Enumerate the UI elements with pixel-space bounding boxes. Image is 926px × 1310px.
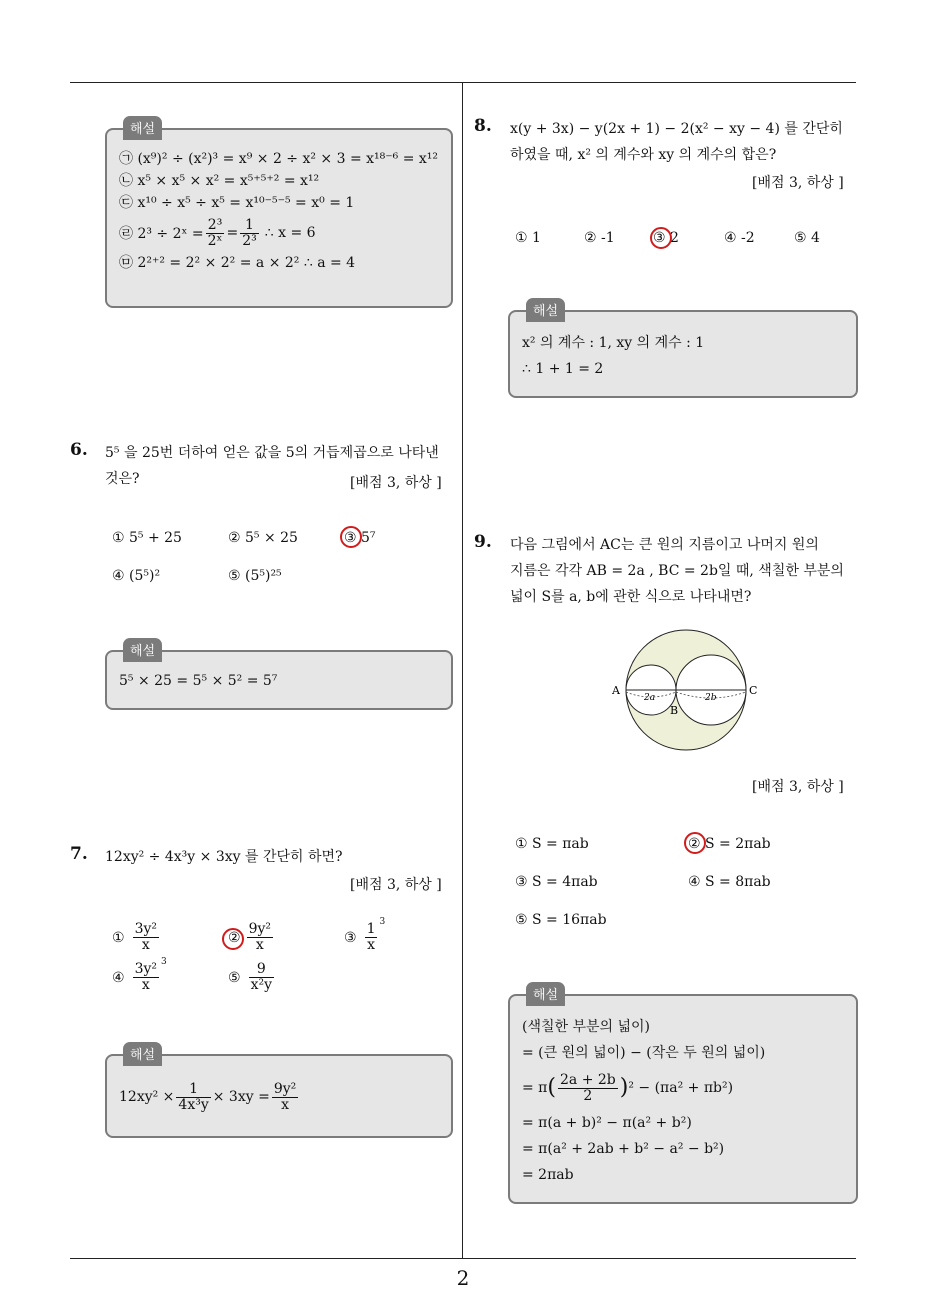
- q9-exp-line-3: [522, 1066, 844, 1110]
- q9-exp-line-1: (색칠한 부분의 넓이): [522, 1019, 651, 1035]
- q9-exp-line-2: = (큰 원의 넓이) − (작은 두 원의 넓이): [522, 1045, 766, 1061]
- q6-text-line-2: 것은?: [105, 471, 140, 487]
- q6-explanation-box: [105, 644, 453, 710]
- denominator: 2ˣ: [207, 232, 223, 249]
- q7-explanation-box: [105, 1048, 453, 1138]
- option-label: ③: [344, 929, 357, 946]
- right-paren: ): [619, 1075, 629, 1100]
- q5-exp-line-4-prefix: ㉣ 2³ ÷ 2ˣ =: [119, 226, 204, 242]
- q9-exp-line-6: = 2πab: [522, 1167, 574, 1183]
- q8-number: 8.: [474, 116, 492, 136]
- numerator: 9: [249, 962, 274, 978]
- denominator: 4x³y: [178, 1096, 209, 1113]
- q6-option-4[interactable]: ④ (5⁵)²: [112, 568, 161, 584]
- q7-option-5-fraction: [249, 962, 274, 993]
- q9-option-1[interactable]: ① S = πab: [515, 836, 589, 852]
- q9-exp-line-3-prefix: = π: [522, 1080, 548, 1096]
- column-divider: [462, 82, 463, 1259]
- option-label: ⑤: [228, 969, 241, 986]
- q9-answer-mark: [684, 832, 706, 854]
- q5-exp-line-2: ㉡ x⁵ × x⁵ × x² = x⁵⁺⁵⁺² = x¹²: [119, 173, 320, 189]
- q8-explanation-box: [508, 304, 858, 398]
- q7-option-4[interactable]: ④ $\frac{\text{3y²}}{x}$ 3: [112, 957, 167, 993]
- numerator: 3y²: [134, 961, 157, 977]
- explanation-tag: 해설: [526, 298, 565, 322]
- q6-option-5[interactable]: ⑤ (5⁵)²⁵: [228, 568, 282, 584]
- q5-exp-line-4-equals: =: [226, 225, 239, 241]
- q6-score: [배점 3, 하상 ]: [350, 475, 442, 491]
- top-rule: [70, 82, 856, 83]
- option-label: ①: [112, 929, 125, 946]
- denominator: x: [255, 937, 264, 953]
- q9-text-line-3: 넓이 S를 a, b에 관한 식으로 나타내면?: [510, 589, 752, 605]
- q5-exp-line-5: ㉤ 2²⁺² = 2² × 2² = a × 2² ∴ a = 4: [119, 255, 356, 271]
- numerator: 1: [176, 1082, 210, 1098]
- q7-option-4-fraction: [133, 962, 159, 993]
- q8-score: [배점 3, 하상 ]: [752, 175, 844, 191]
- q8-option-4[interactable]: ④ -2: [724, 230, 755, 246]
- q8-option-3[interactable]: ③ 2: [653, 230, 679, 246]
- q9-exp-line-5: = π(a² + 2ab + b² − a² − b²): [522, 1141, 725, 1157]
- q7-exp-fraction-1: [176, 1082, 210, 1113]
- q7-exp-middle: × 3xy =: [212, 1089, 270, 1105]
- q9-option-2[interactable]: ② S = 2πab: [688, 836, 771, 852]
- q7-option-1-fraction: [133, 922, 159, 953]
- denominator: x: [141, 937, 150, 953]
- q9-exp-line-4: = π(a + b)² − π(a² + b²): [522, 1115, 692, 1131]
- q6-option-2[interactable]: ② 5⁵ × 25: [228, 530, 298, 546]
- q6-text-line-1: 5⁵ 을 25번 더하여 얻은 값을 5의 거듭제곱으로 나타낸: [105, 445, 439, 461]
- numerator: 1: [240, 218, 259, 234]
- denominator: x: [367, 937, 375, 953]
- q6-option-3[interactable]: ③ 5⁷: [344, 530, 376, 546]
- denominator: x: [141, 977, 150, 993]
- denominator: 2³: [242, 232, 257, 249]
- q9-exp-fraction: [558, 1073, 618, 1104]
- q5-fraction-2: [240, 218, 259, 249]
- numerator: 1: [366, 921, 376, 937]
- explanation-tag: 해설: [526, 982, 565, 1006]
- q8-option-1[interactable]: ① 1: [515, 230, 541, 246]
- q6-number: 6.: [70, 440, 88, 460]
- q9-option-4[interactable]: ④ S = 8πab: [688, 874, 771, 890]
- explanation-tag: 해설: [123, 1042, 162, 1066]
- explanation-tag: 해설: [123, 116, 162, 140]
- q7-option-3[interactable]: ③ $\frac{1}{x}$ 3: [344, 917, 386, 953]
- label-2b: 2b: [705, 693, 717, 703]
- option-label: ②: [228, 929, 241, 946]
- q5-fraction-1: [206, 218, 225, 249]
- q6-answer-mark: [340, 526, 362, 548]
- numerator: 2a + 2b: [559, 1071, 616, 1088]
- q8-option-2[interactable]: ② -1: [584, 230, 615, 246]
- q7-exp-fraction-2: [272, 1082, 298, 1113]
- q8-question-text: [510, 116, 860, 168]
- q8-exp-line-2: ∴ 1 + 1 = 2: [522, 361, 604, 377]
- q7-option-2-fraction: [247, 922, 273, 953]
- q9-score: [배점 3, 하상 ]: [752, 779, 844, 795]
- bottom-rule: [70, 1258, 856, 1259]
- q6-explanation-text: 5⁵ × 25 = 5⁵ × 5² = 5⁷: [119, 673, 278, 689]
- left-paren: (: [547, 1075, 556, 1100]
- q7-option-1[interactable]: [112, 922, 161, 953]
- q5-exp-line-3: ㉢ x¹⁰ ÷ x⁵ ÷ x⁵ = x¹⁰⁻⁵⁻⁵ = x⁰ = 1: [119, 195, 355, 211]
- q8-answer-mark: [650, 227, 672, 249]
- label-c: C: [749, 684, 758, 697]
- q8-option-5[interactable]: ⑤ 4: [794, 230, 820, 246]
- q9-exp-line-3-suffix: ² − (πa² + πb²): [628, 1080, 734, 1096]
- label-2a: 2a: [644, 693, 656, 703]
- q5-exp-line-4-suffix: ∴ x = 6: [264, 225, 316, 241]
- q9-option-3[interactable]: ③ S = 4πab: [515, 874, 598, 890]
- q6-option-1[interactable]: ① 5⁵ + 25: [112, 530, 182, 546]
- q9-explanation-box: [508, 988, 858, 1204]
- denominator: 2: [583, 1087, 593, 1104]
- q9-number: 9.: [474, 532, 492, 552]
- q9-text-line-2: 지름은 각각 AB = 2a , BC = 2b일 때, 색칠한 부분의: [510, 563, 844, 579]
- numerator: 2³: [206, 218, 225, 234]
- q7-option-3-fraction: [365, 922, 378, 953]
- q9-option-5[interactable]: ⑤ S = 16πab: [515, 912, 607, 928]
- q7-question-text: 12xy² ÷ 4x³y × 3xy 를 간단히 하면?: [105, 849, 343, 865]
- q8-text-line-1: x(y + 3x) − y(2x + 1) − 2(x² − xy − 4) 를 간단히: [510, 121, 843, 137]
- q8-exp-line-1: x² 의 계수 : 1, xy 의 계수 : 1: [522, 335, 705, 351]
- q7-answer-mark: [222, 928, 244, 950]
- label-b: B: [670, 704, 679, 717]
- denominator: x: [281, 1096, 289, 1113]
- page-number: 2: [456, 1266, 470, 1290]
- q9-text-line-1: 다음 그림에서 AC는 큰 원의 지름이고 나머지 원의: [510, 537, 819, 553]
- q8-text-line-2: 하였을 때, x² 의 계수와 xy 의 계수의 합은?: [510, 147, 777, 163]
- option-label: ④: [112, 969, 125, 986]
- q5-exp-line-4: [119, 214, 439, 252]
- numerator: 9y²: [273, 1080, 297, 1097]
- denominator: x²y: [250, 977, 272, 993]
- q7-number: 7.: [70, 844, 88, 864]
- q7-score: [배점 3, 하상 ]: [350, 877, 442, 893]
- circles-figure: [608, 628, 768, 752]
- q7-option-5[interactable]: [228, 962, 276, 993]
- numerator: 3y²: [134, 921, 157, 937]
- label-a: A: [612, 684, 620, 697]
- q9-question-text: [510, 532, 860, 610]
- q7-exp-prefix: 12xy² ×: [119, 1089, 175, 1105]
- q5-exp-line-1: ㉠ (x⁹)² ÷ (x²)³ = x⁹ × 2 ÷ x² × 3 = x¹⁸⁻⁶ = x¹²: [119, 151, 439, 167]
- q7-explanation-expression: [119, 1074, 439, 1120]
- numerator: 9y²: [248, 921, 271, 937]
- q5-explanation-box: [105, 122, 453, 308]
- explanation-tag: 해설: [123, 638, 162, 662]
